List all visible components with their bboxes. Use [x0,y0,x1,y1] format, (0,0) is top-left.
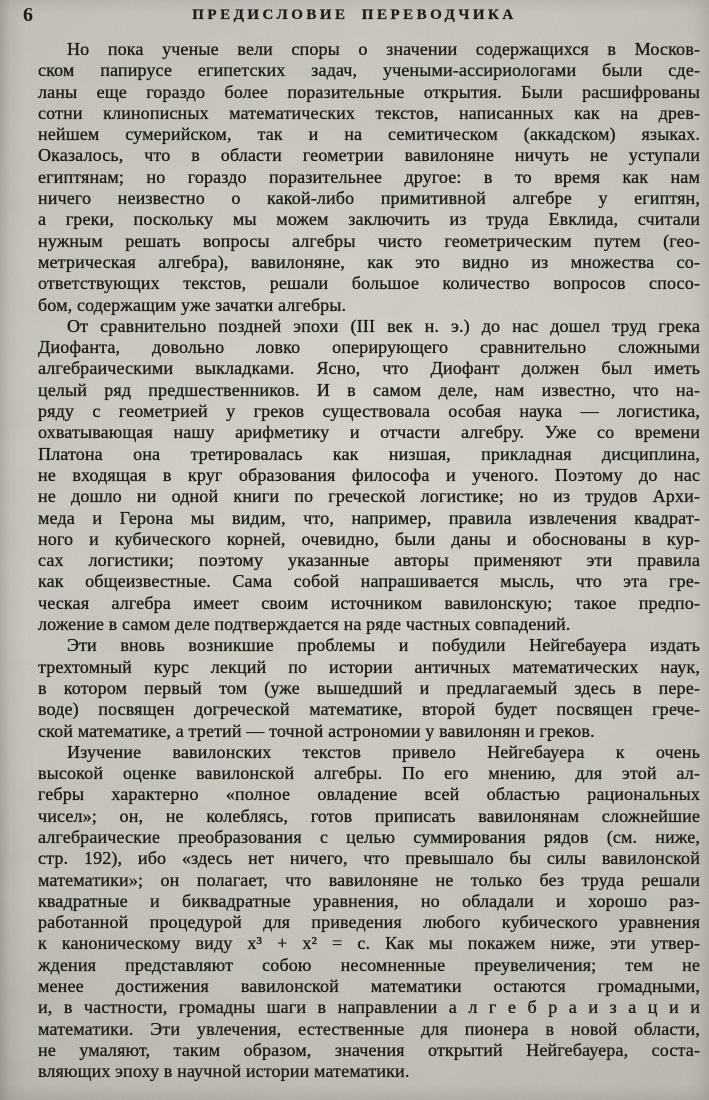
text-line: алгебраическими выкладками. Ясно, что Диофант должен был иметь [38,358,700,379]
text-line: воде) посвящен догреческой математике, второй будет посвящен грече- [38,699,700,720]
text-line: сотни клинописных математических текстов, написанных как на древ- [38,102,700,123]
paragraph [38,742,700,1083]
text-line: ряду с геометрией у греков существовала особая наука — логистика, [38,401,700,422]
text-line: к каноническому виду x³ + x² = c. Как мы покажем ниже, эти утвер- [38,933,700,954]
running-header-title: ПРЕДИСЛОВИЕ ПЕРЕВОДЧИКА [192,7,517,23]
text-line: гебры характерно «полное овладение всей областью рациональных [38,784,700,805]
paragraph [38,39,700,316]
text-line: бом, содержащим уже зачатки алгебры. [38,294,347,315]
text-line: ждения представляют собою несомненные преувеличения; тем не [38,954,700,975]
text-line: работанной процедурой для приведения любого кубического уравнения [38,912,700,933]
text-line: метрическая алгебра), вавилоняне, как это видно из множества со- [38,251,700,272]
text-line: алгебраические преобразования с целью суммирования рядов (см. ниже, [38,826,700,847]
text-line: ланы еще гораздо более поразительные открытия. Были расшифрованы [38,81,700,102]
text-line: ской математике, а третий — точной астрономии у вавилонян и греков. [38,720,595,741]
text-line: египтянам; но гораздо поразительнее другое: в то время как нам [38,166,700,187]
text-line: ском папирусе египетских задач, учеными-ассириологами были сде- [38,60,700,81]
text-column [38,39,700,1083]
text-line: Эти вновь возникшие проблемы и побудили Нейгебауера издать [67,635,700,656]
text-line: а греки, поскольку мы можем заключить из труда Евклида, считали [38,209,700,230]
text-line: Но пока ученые вели споры о значении содержащихся в Москов- [67,39,700,59]
text-line: Оказалось, что в области геометрии вавилоняне ничуть не уступали [38,145,700,166]
paragraph [38,316,700,635]
text-line: вляющих эпоху в научной истории математики. [38,1061,410,1082]
text-line: как общеизвестные. Сама собой напрашивается мысль, что эта гре- [38,571,700,592]
text-line: нейшем сумерийском, так и на семитическом (аккадском) языках. [38,124,700,145]
text-line: математики»; он полагает, что вавилоняне не только без труда решали [38,869,700,890]
text-line: От сравнительно поздней эпохи (III век н. э.) до нас дошел труд грека [67,315,700,336]
text-line: высокой оценке вавилонской алгебры. По его мнению, для этой ал- [38,763,700,784]
text-line: стр. 192), ибо «здесь нет ничего, что превышало бы силы вавилонской [38,848,700,869]
text-line: и, в частности, громадны шаги в направлении а л г е б р а и з а ц и и [38,997,700,1018]
text-line: целый ряд предшественников. И в самом деле, нам известно, что на- [38,379,700,400]
text-line: не дошло ни одной книги по греческой логистике; но из трудов Архи- [38,486,700,507]
text-line: менее достижения вавилонской математики остаются громадными, [38,976,700,997]
text-line: сах логистики; поэтому указанные авторы применяют эти правила [38,550,700,571]
text-line: в котором первый том (уже вышедший и предлагаемый здесь в пере- [38,677,700,698]
text-line: ответствующих текстов, решали большое количество вопросов спосо- [38,273,700,294]
text-line: нужным решать вопросы алгебры чисто геометрическим путем (гео- [38,230,700,251]
text-line: математики. Эти увлечения, естественные для пионера в новой области, [38,1018,700,1039]
text-line: ложение в самом деле подтверждается на ряде частных совпадений. [38,614,571,635]
text-line: ческая алгебра имеет своим источником вавилонскую; такое предпо- [38,592,700,613]
text-line: не входящая в круг образования философа и ученого. Поэтому до нас [38,464,700,485]
text-line: Изучение вавилонских текстов привело Нейгебауера к очень [67,741,700,762]
text-line: Платона она третировалась как низшая, прикладная дисциплина, [38,443,700,464]
text-line: меда и Герона мы видим, что, например, правила извлечения квадрат- [38,507,700,528]
text-line: квадратные и биквадратные уравнения, но обладали и хорошо раз- [38,890,700,911]
text-line: ничего неизвестно о какой-либо примитивной алгебре у египтян, [38,188,700,209]
text-line: трехтомный курс лекций по истории античных математических наук, [38,656,700,677]
text-line: Диофанта, довольно ловко оперирующего сравнительно сложными [38,337,700,358]
text-line: не умаляют, таким образом, значения открытий Нейгебауера, соста- [38,1039,700,1060]
text-line: чисел»; он, не колеблясь, готов приписать вавилонянам сложнейшие [38,805,700,826]
page-number: 6 [23,4,34,26]
paragraph [38,635,700,741]
text-line: охватывающая нашу арифметику и отчасти алгебру. Уже со времени [38,422,700,443]
text-line: ного и кубического корней, очевидно, были даны и обоснованы в кур- [38,528,700,549]
